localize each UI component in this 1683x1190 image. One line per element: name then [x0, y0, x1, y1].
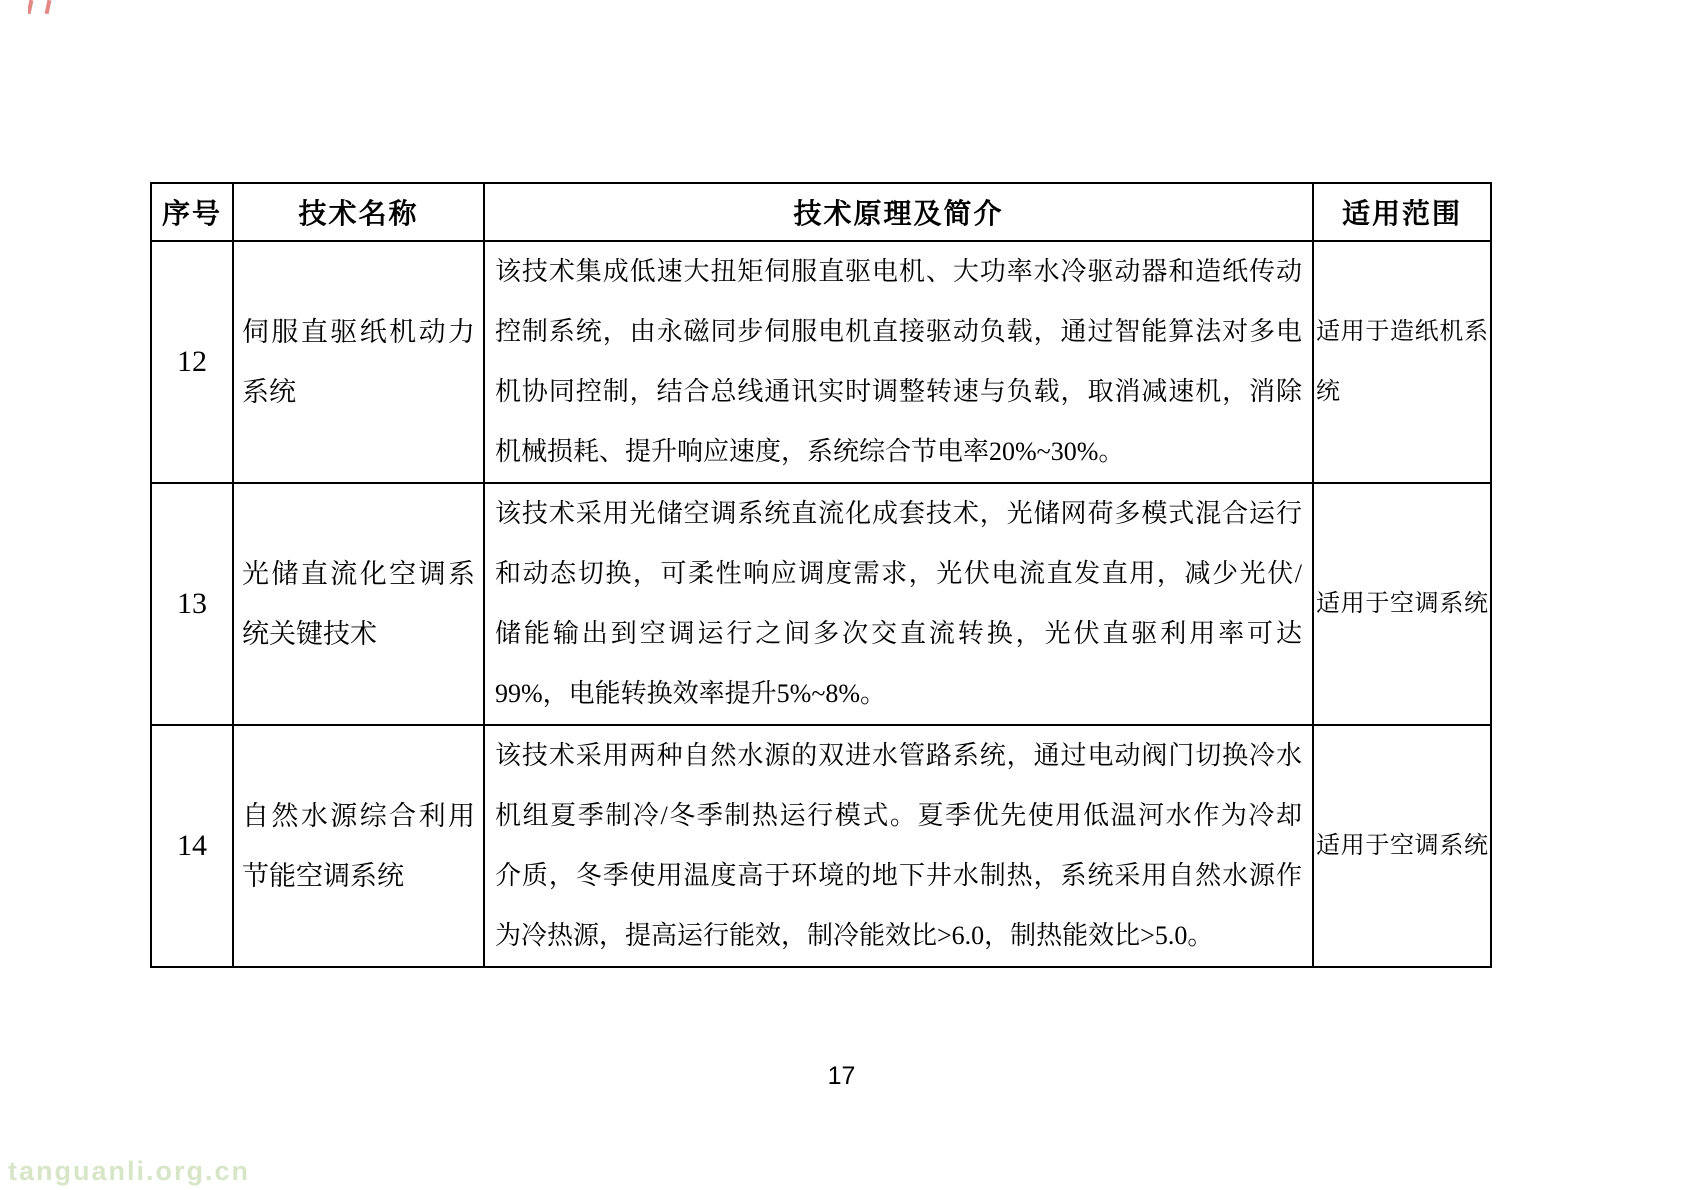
text-line: 和动态切换，可柔性响应调度需求，光伏电流直发直用，减少光伏/: [495, 559, 1302, 588]
table-header: [151, 183, 1491, 241]
tech-name-cell: [233, 241, 484, 483]
text-line: 介质，冬季使用温度高于环境的地下井水制热，系统采用自然水源作: [495, 861, 1302, 890]
text-line: 99%，电能转换效率提升5%~8%。: [495, 679, 887, 708]
text-line: 适用于空调系统: [1316, 591, 1488, 617]
description-cell: [484, 483, 1313, 725]
description-cell: [484, 725, 1313, 967]
text-line: 控制系统，由永磁同步伺服电机直接驱动负载，通过智能算法对多电: [495, 317, 1302, 346]
tech-name-cell: [233, 725, 484, 967]
scope-cell: [1313, 725, 1491, 967]
table-row: [151, 725, 1491, 967]
text-line: 节能空调系统: [242, 861, 404, 891]
page-number: 17: [827, 1062, 856, 1090]
text-line: 系统: [242, 377, 296, 407]
row-number: 14: [151, 725, 233, 967]
scope-cell: [1313, 241, 1491, 483]
tech-name-cell: [233, 483, 484, 725]
header-principle-intro: 技术原理及简介: [484, 183, 1313, 241]
text-line: 适用于空调系统: [1316, 833, 1488, 859]
header-serial-number: 序号: [151, 183, 233, 241]
text-line: 统关键技术: [242, 619, 377, 649]
text-line: 储能输出到空调运行之间多次交直流转换，光伏直驱利用率可达: [495, 619, 1302, 648]
text-line: 该技术集成低速大扭矩伺服直驱电机、大功率水冷驱动器和造纸传动: [495, 257, 1302, 286]
row-number: 12: [151, 241, 233, 483]
scope-cell: [1313, 483, 1491, 725]
text-line: 伺服直驱纸机动力: [242, 317, 475, 347]
text-line: 统: [1316, 379, 1340, 405]
technology-table: [150, 182, 1492, 968]
text-line: 该技术采用两种自然水源的双进水管路系统，通过电动阀门切换冷水: [495, 741, 1302, 770]
text-line: 机组夏季制冷/冬季制热运行模式。夏季优先使用低温河水作为冷却: [495, 801, 1302, 830]
text-line: 机械损耗、提升响应速度，系统综合节电率20%~30%。: [495, 437, 1125, 466]
description-cell: [484, 241, 1313, 483]
watermark-text: tanguanli.org.cn: [8, 1156, 251, 1186]
table-row: [151, 241, 1491, 483]
text-line: 该技术采用光储空调系统直流化成套技术，光储网荷多模式混合运行: [495, 499, 1302, 528]
row-number: 13: [151, 483, 233, 725]
header-technology-name: 技术名称: [233, 183, 484, 241]
text-line: 光储直流化空调系: [242, 559, 475, 589]
header-applicable-scope: 适用范围: [1313, 183, 1491, 241]
red-stamp-artifact: [28, 0, 80, 16]
text-line: 机协同控制，结合总线通讯实时调整转速与负载，取消减速机，消除: [495, 377, 1302, 406]
text-line: 为冷热源，提高运行能效，制冷能效比>6.0，制热能效比>5.0。: [495, 921, 1214, 950]
text-line: 适用于造纸机系: [1316, 319, 1488, 345]
table-row: [151, 483, 1491, 725]
text-line: 自然水源综合利用: [242, 801, 475, 831]
